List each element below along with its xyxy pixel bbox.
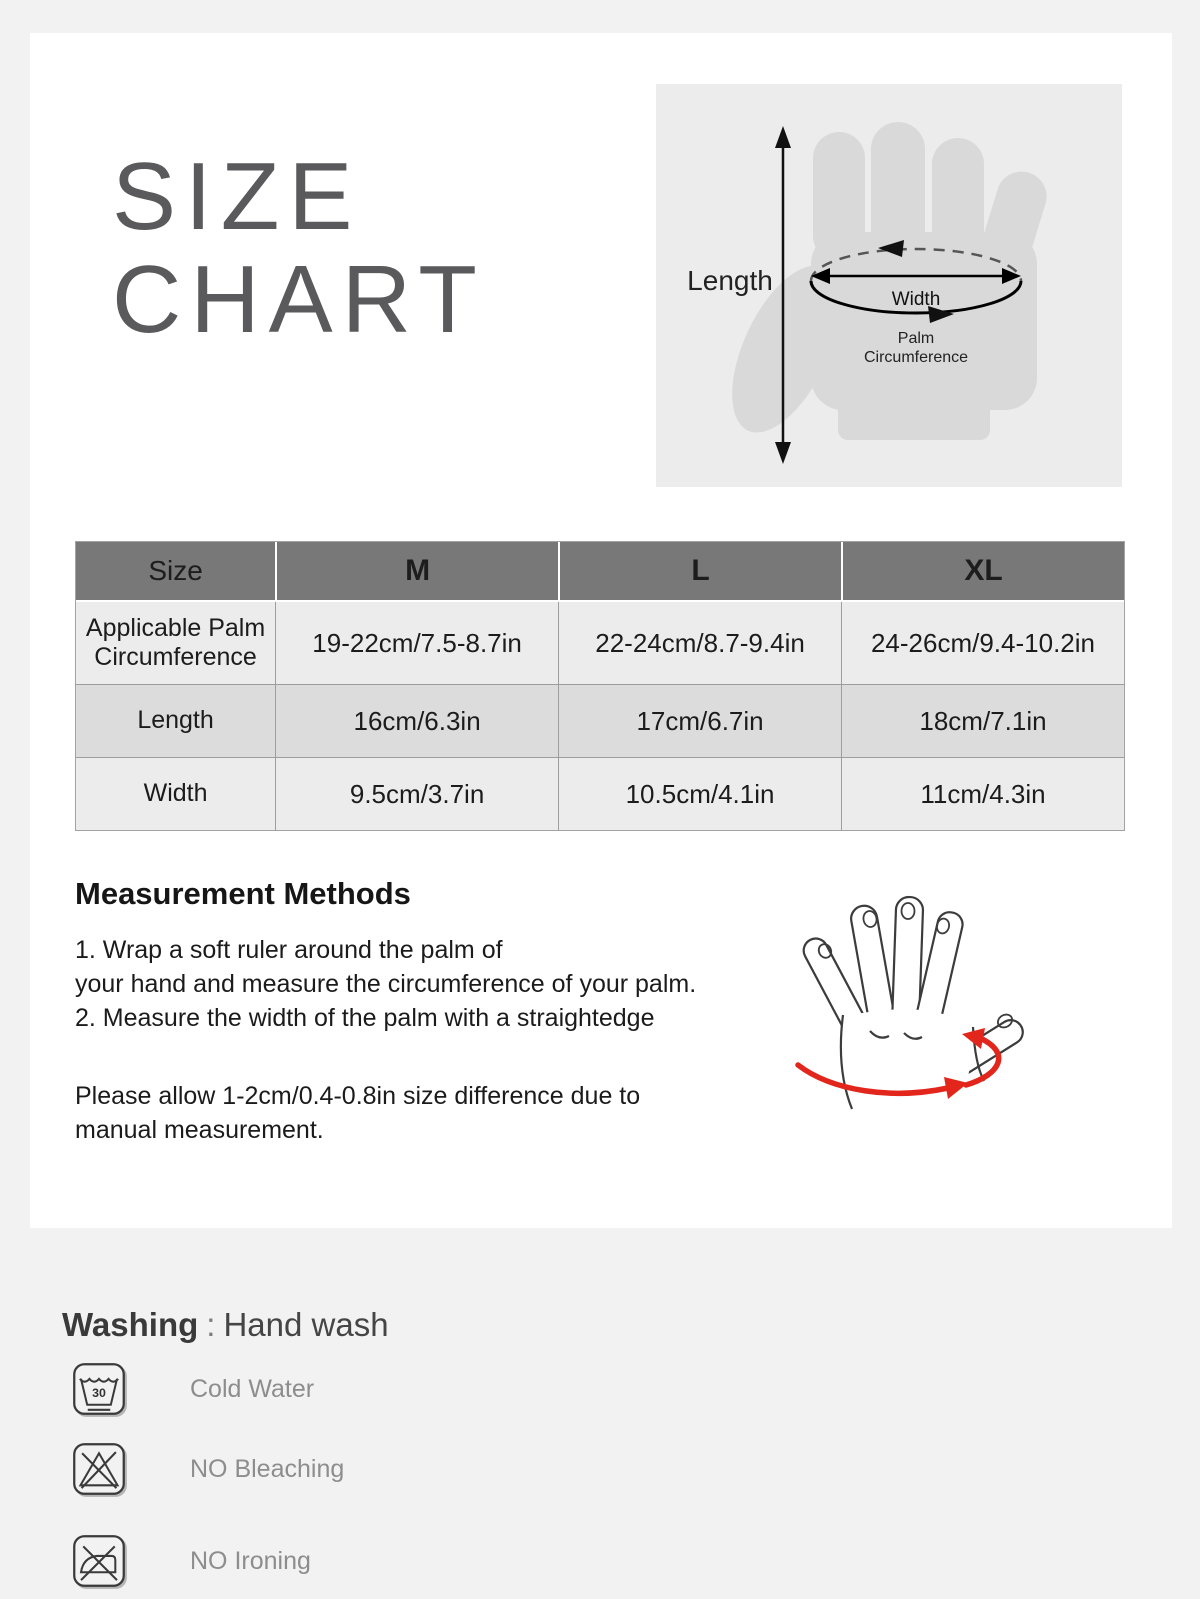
wash-temperature-value: 30 xyxy=(92,1385,106,1400)
table-cell: 11cm/4.3in xyxy=(841,758,1124,830)
table-cell: 24-26cm/9.4-10.2in xyxy=(841,602,1124,684)
wash-temp-30-icon xyxy=(72,1362,126,1416)
measurement-note-line: manual measurement. xyxy=(75,1116,324,1144)
palm-circumference-label-line1: Palm xyxy=(897,330,935,347)
washing-item-no-ironing xyxy=(72,1534,311,1588)
size-table-header-row xyxy=(76,542,1124,602)
page-title-line2: CHART xyxy=(112,246,486,353)
length-label: Length xyxy=(687,265,773,296)
measurement-step-line: 2. Measure the width of the palm with a straightedge xyxy=(75,1004,655,1032)
table-cell: 22-24cm/8.7-9.4in xyxy=(558,602,841,684)
washing-item-cold-water xyxy=(72,1362,314,1416)
palm-circumference-label-line2: Circumference xyxy=(863,349,969,366)
table-cell: 19-22cm/7.5-8.7in xyxy=(275,602,558,684)
no-bleach-icon xyxy=(72,1442,126,1496)
washing-item-label: NO Ironing xyxy=(190,1546,311,1575)
washing-item-label: Cold Water xyxy=(190,1374,315,1403)
hand-illustration-svg xyxy=(772,879,1034,1113)
glove-measure-illustration xyxy=(656,84,1122,487)
washing-item-label: NO Bleaching xyxy=(190,1454,345,1483)
header-cell-size: Size xyxy=(148,555,203,586)
measurement-methods-heading: Measurement Methods xyxy=(75,876,411,911)
size-chart-card xyxy=(30,33,1172,1228)
row-label: Width xyxy=(143,779,208,808)
table-row-length xyxy=(76,684,1124,757)
page-title xyxy=(112,145,486,351)
size-table xyxy=(75,541,1125,831)
header-cell-xl: XL xyxy=(841,542,1124,600)
row-label: Applicable Palm Circumference xyxy=(85,613,266,671)
table-cell: 18cm/7.1in xyxy=(841,685,1124,757)
row-label: Length xyxy=(137,706,214,735)
washing-heading-title: Washing xyxy=(62,1306,199,1343)
glove-diagram-panel xyxy=(656,84,1122,487)
hand-measure-illustration xyxy=(772,879,1034,1113)
no-iron-icon xyxy=(72,1534,126,1588)
measurement-steps xyxy=(75,933,696,1035)
table-cell: 17cm/6.7in xyxy=(558,685,841,757)
washing-item-no-bleaching xyxy=(72,1442,344,1496)
header-cell-l: L xyxy=(558,542,841,600)
measurement-step-line: 1. Wrap a soft ruler around the palm of xyxy=(75,936,503,964)
header-cell-m: M xyxy=(275,542,558,600)
table-row-width xyxy=(76,757,1124,830)
table-cell: 16cm/6.3in xyxy=(275,685,558,757)
washing-heading xyxy=(62,1306,389,1344)
table-cell: 10.5cm/4.1in xyxy=(558,758,841,830)
washing-heading-separator: : xyxy=(206,1306,216,1343)
washing-heading-value: Hand wash xyxy=(223,1306,389,1343)
measurement-step-line: your hand and measure the circumference of your palm. xyxy=(75,970,697,998)
measurement-note xyxy=(75,1079,640,1147)
width-label: Width xyxy=(891,289,941,310)
table-cell: 9.5cm/3.7in xyxy=(275,758,558,830)
table-row-palm-circumference xyxy=(76,602,1124,684)
page-title-line1: SIZE xyxy=(112,143,362,250)
measurement-note-line: Please allow 1-2cm/0.4-0.8in size difference due to xyxy=(75,1082,641,1110)
